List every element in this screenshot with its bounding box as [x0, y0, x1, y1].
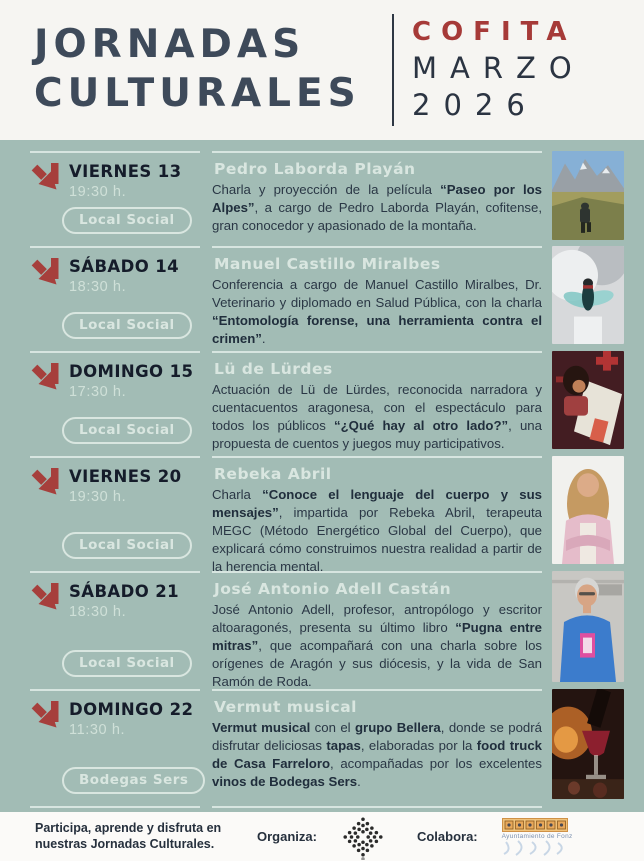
ayuntamiento-de-fonz-logo — [502, 818, 573, 856]
venue-badge: Local Social — [62, 650, 192, 677]
organiza-label: Organiza: — [257, 829, 317, 844]
venue-badge: Local Social — [62, 532, 192, 559]
footer-message: Participa, aprende y disfruta en nuestras Jornadas Culturales. — [35, 820, 222, 851]
event-day: VIERNES 20 — [69, 467, 182, 486]
water-swirl-icon — [502, 840, 568, 856]
event-photo-fly — [552, 246, 624, 351]
down-right-arrow-icon — [30, 701, 60, 733]
event-time: 17:30 h. — [69, 383, 127, 400]
event-title: Manuel Castillo Miralbes — [214, 255, 441, 273]
event-row — [30, 456, 624, 574]
venue-badge: Local Social — [62, 312, 192, 339]
event-description: Charla “Conoce el lenguaje del cuerpo y sus mensajes”, impartida por Rebeka Abril, terapeuta MEGC (Método Energético Global del Cuerpo), que explicará cómo construimos nuestra realidad a partir de la herencia mental. — [212, 487, 543, 574]
event-row — [30, 351, 624, 456]
event-time: 11:30 h. — [69, 721, 126, 738]
event-month: MARZO — [412, 50, 585, 85]
event-photo-mountains — [552, 151, 624, 246]
poster-header — [0, 0, 644, 140]
dotted-diamond-logo — [341, 814, 385, 860]
event-row — [30, 246, 624, 351]
place-name: COFITA — [412, 17, 577, 48]
event-photo-jose-antonio — [552, 571, 624, 689]
venue-badge: Bodegas Sers — [62, 767, 205, 794]
event-description: Vermut musical con el grupo Bellera, donde se podrá disfrutar deliciosas tapas, elaboradas por la food truck de Casa Farreloro, acompañadas por los excelentes vinos de Bodegas Sers. — [212, 720, 542, 789]
title-line-2: CULTURALES — [34, 71, 361, 116]
event-time: 19:30 h. — [69, 183, 127, 200]
event-title: Vermut musical — [214, 698, 357, 716]
event-row — [30, 571, 624, 689]
venue-badge: Local Social — [62, 207, 192, 234]
event-title: Lü de Lürdes — [214, 360, 333, 378]
event-day: DOMINGO 15 — [69, 362, 194, 381]
event-description: Charla y proyección de la película “Paseo por los Alpes”, a cargo de Pedro Laborda Playán, cofitense, gran conocedor y apasionado de la montaña. — [212, 182, 542, 233]
event-day: SÁBADO 21 — [69, 582, 180, 601]
event-title: Rebeka Abril — [214, 465, 332, 483]
event-day: DOMINGO 22 — [69, 700, 194, 719]
event-description: Actuación de Lü de Lürdes, reconocida narradora y cuentacuentos aragonesa, con el espectáculo para todos los públicos “¿Qué hay al otro lado?”, una propuesta de cuentos y juegos muy participativos. — [212, 382, 542, 451]
ayuntamiento-windows-icon — [502, 818, 568, 832]
title-line-1: JORNADAS — [34, 22, 306, 68]
down-right-arrow-icon — [30, 258, 60, 290]
event-row — [30, 689, 624, 806]
event-time: 19:30 h. — [69, 488, 127, 505]
event-time: 18:30 h. — [69, 603, 127, 620]
ayuntamiento-name: Ayuntamiento de Fonz — [501, 832, 573, 840]
down-right-arrow-icon — [30, 363, 60, 395]
event-photo-storyteller — [552, 351, 624, 456]
event-time: 18:30 h. — [69, 278, 127, 295]
event-day: VIERNES 13 — [69, 162, 182, 181]
event-year: 2026 — [412, 88, 538, 123]
down-right-arrow-icon — [30, 468, 60, 500]
event-title: José Antonio Adell Castán — [214, 580, 452, 598]
header-divider — [392, 14, 394, 126]
event-description: Conferencia a cargo de Manuel Castillo Miralbes, Dr. Veterinario y diplomado en Salud Pública, con la charla “Entomología forense, una herramienta contra el crimen”. — [212, 277, 542, 346]
event-title: Pedro Laborda Playán — [214, 160, 416, 178]
event-row — [30, 151, 624, 246]
event-description: José Antonio Adell, profesor, antropólogo y escritor altoaragonés, presenta su último libro “Pugna entre mitras”, que acompañará con una charla sobre los orígenes de Aragón y sus diócesis, y la vida de San Ramón de Roda. — [212, 602, 542, 689]
event-photo-rebeka — [552, 456, 624, 571]
down-right-arrow-icon — [30, 163, 60, 195]
colabora-label: Colabora: — [416, 829, 478, 844]
venue-badge: Local Social — [62, 417, 192, 444]
event-photo-vermut — [552, 689, 624, 806]
poster-title — [0, 23, 390, 117]
poster-footer — [0, 812, 644, 861]
event-date-block — [396, 16, 585, 123]
events-list — [0, 140, 644, 812]
event-day: SÁBADO 14 — [69, 257, 180, 276]
down-right-arrow-icon — [30, 583, 60, 615]
